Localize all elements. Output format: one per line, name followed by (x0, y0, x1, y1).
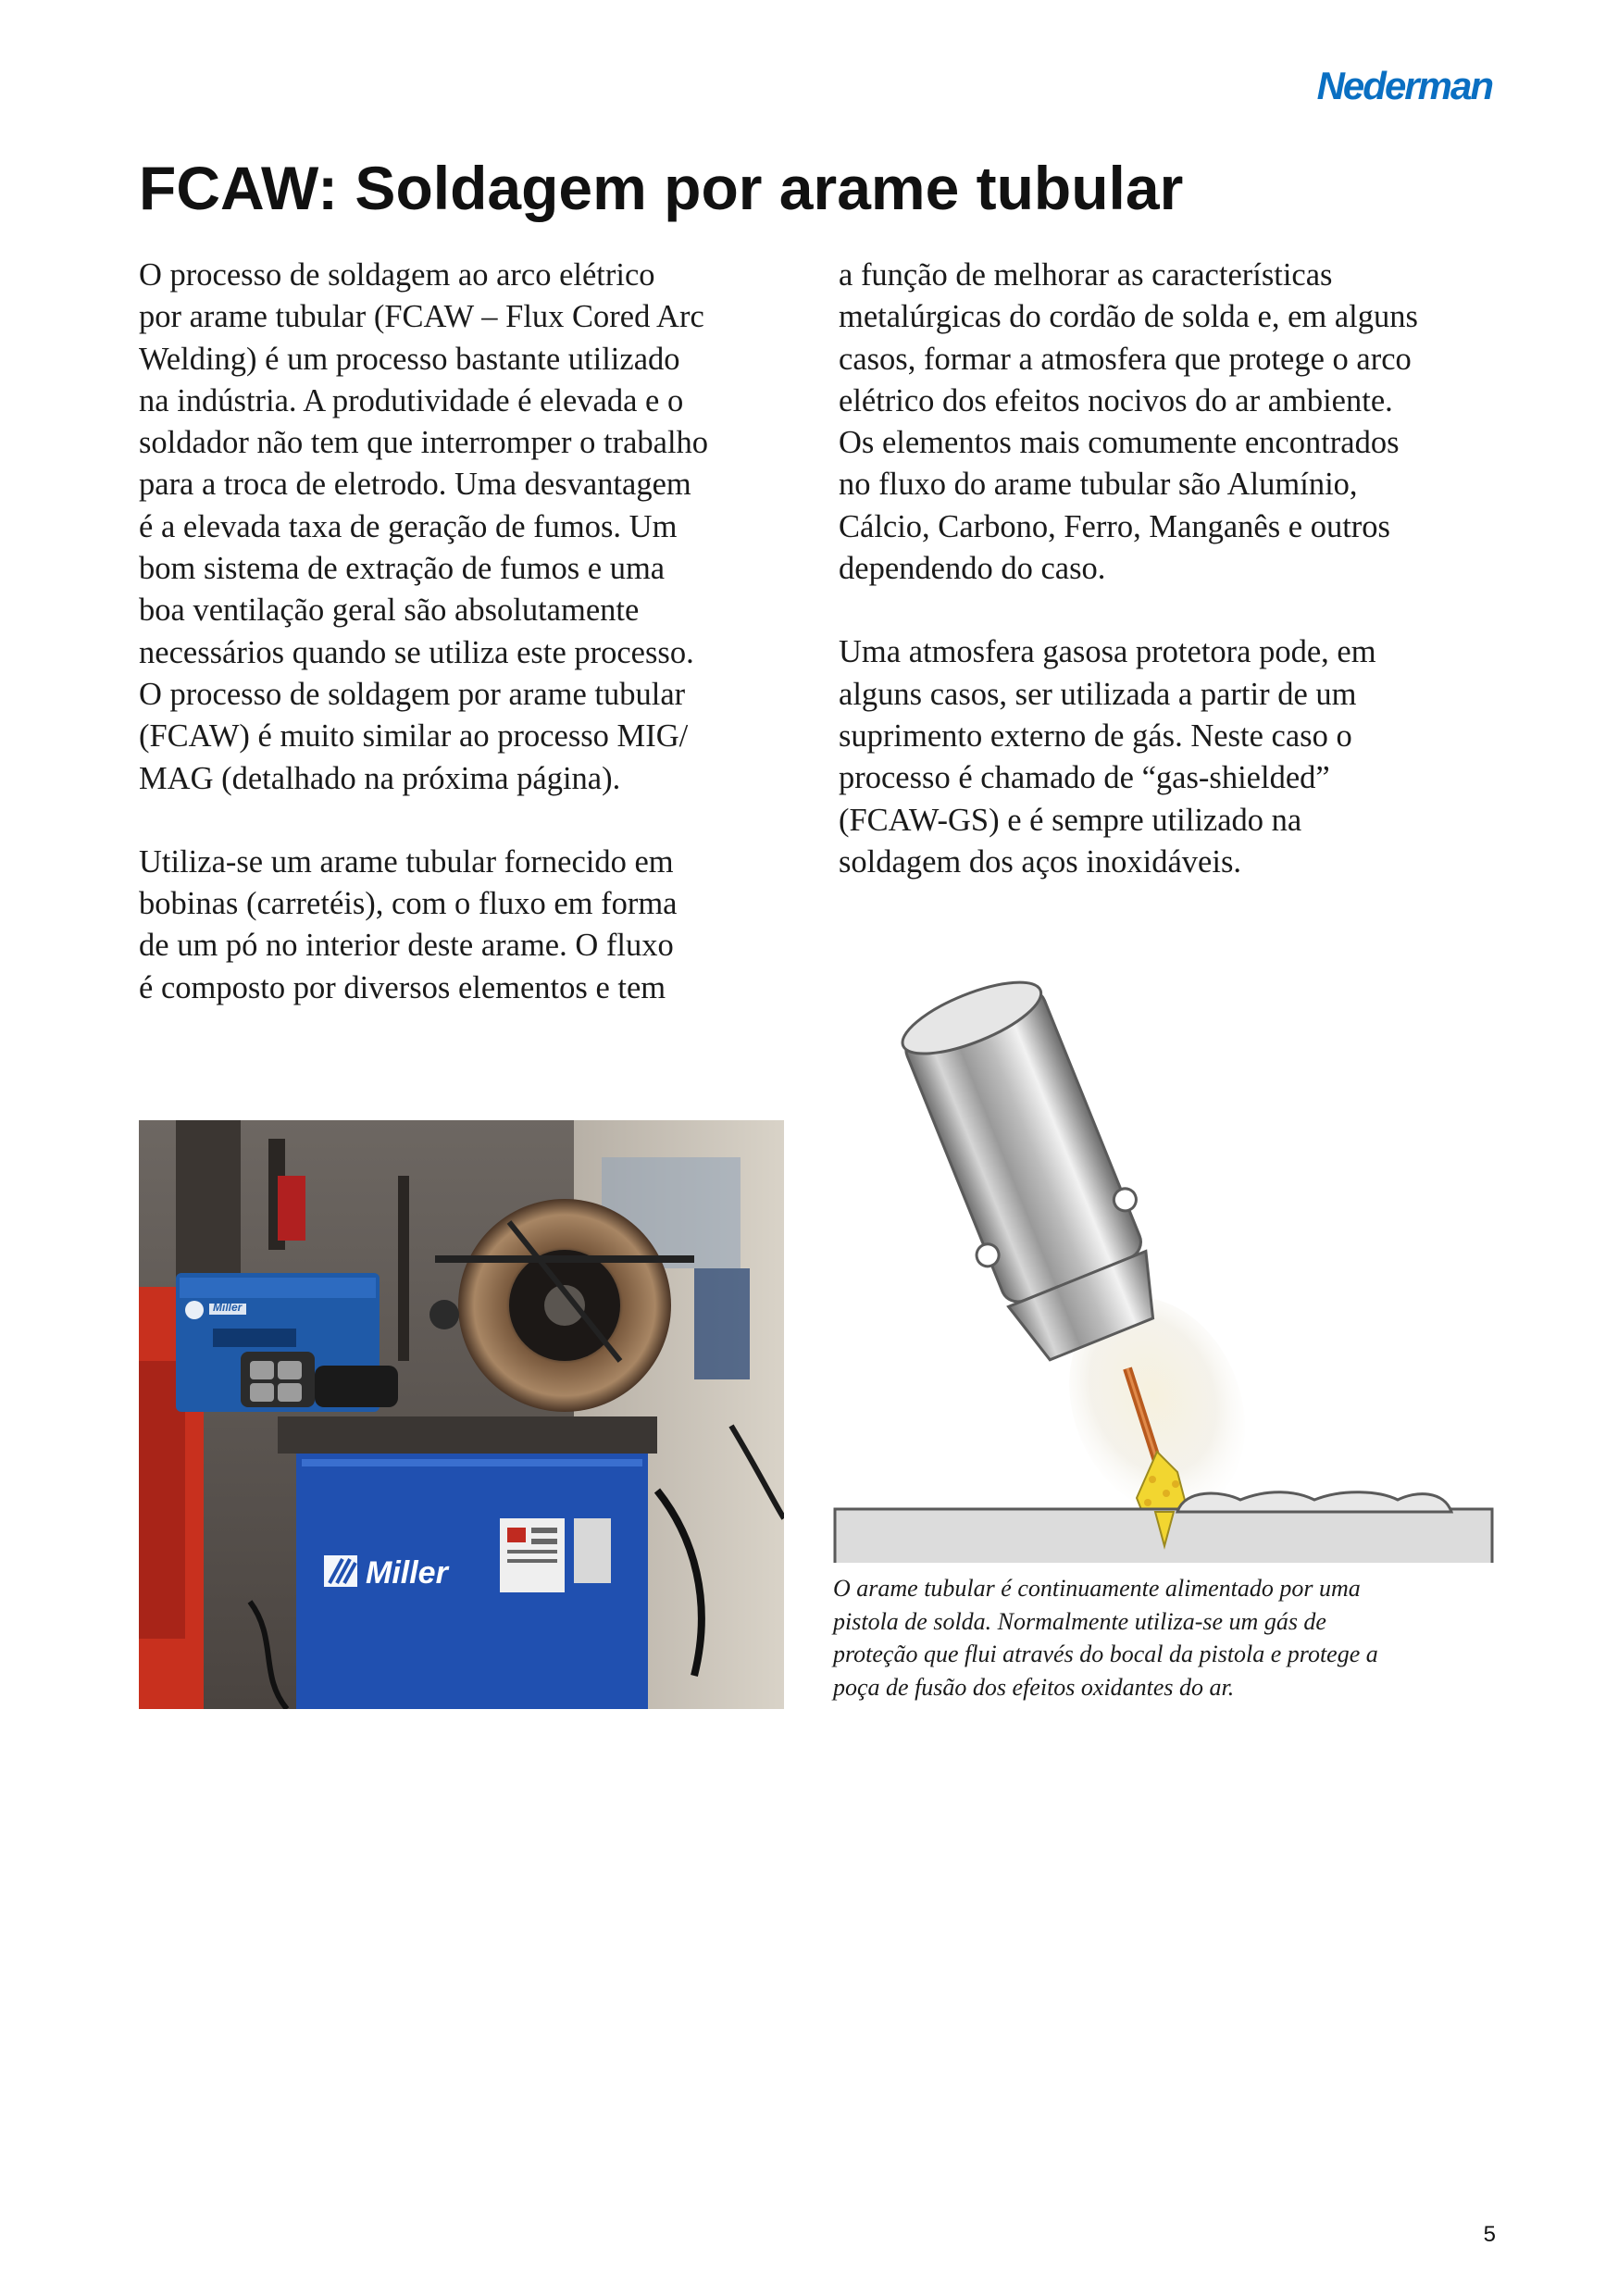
left-paragraph-1 (139, 255, 787, 800)
text-line: a função de melhorar as características (839, 257, 1333, 293)
welding-equipment-photo (139, 1120, 784, 1709)
text-line: soldagem dos aços inoxidáveis. (839, 843, 1242, 880)
text-line: dependendo do caso. (839, 551, 1106, 587)
text-line: no fluxo do arame tubular são Alumínio, (839, 467, 1358, 503)
text-line: Uma atmosfera gasosa protetora pode, em (839, 634, 1376, 670)
text-line: bom sistema de extração de fumos e uma (139, 551, 666, 587)
text-line: O processo de soldagem por arame tubular (139, 676, 686, 712)
text-line: necessários quando se utiliza este processo. (139, 634, 694, 670)
miller-label-top: Miller (213, 1301, 243, 1314)
torch-diagram-svg (833, 961, 1496, 1563)
text-line: (FCAW-GS) e é sempre utilizado na (839, 802, 1302, 838)
text-line: boa ventilação geral são absolutamente (139, 593, 640, 629)
left-paragraph-2 (139, 842, 787, 1009)
text-line: Utiliza-se um arame tubular fornecido em (139, 843, 674, 880)
text-line: por arame tubular (FCAW – Flux Cored Arc (139, 299, 704, 335)
right-paragraph-2 (839, 631, 1505, 883)
fcaw-torch-diagram (833, 961, 1496, 1563)
caption-line: proteção que flui através do bocal da pistola e protege a (833, 1641, 1378, 1667)
text-line: processo é chamado de “gas-shielded” (839, 760, 1330, 796)
caption-line: pistola de solda. Normalmente utiliza-se um gás de (833, 1607, 1326, 1635)
right-column (839, 255, 1505, 925)
diagram-caption (833, 1572, 1500, 1703)
text-line: bobinas (carretéis), com o fluxo em forma (139, 886, 678, 922)
miller-label-front: Miller (366, 1555, 448, 1591)
nederman-logo: Nederman (1316, 64, 1492, 107)
torch-nozzle (884, 964, 1180, 1371)
text-line: Os elementos mais comumente encontrados (839, 425, 1400, 461)
text-line: é composto por diversos elementos e tem (139, 969, 666, 1005)
caption-line: poça de fusão dos efeitos oxidantes do ar. (833, 1673, 1235, 1701)
text-line: na indústria. A produtividade é elevada e o (139, 382, 684, 418)
caption-line: O arame tubular é continuamente alimentado por uma (833, 1575, 1361, 1602)
text-line: de um pó no interior deste arame. O fluxo (139, 928, 674, 964)
welding-equipment-illustration (139, 1120, 784, 1709)
text-line: MAG (detalhado na próxima página). (139, 760, 621, 796)
text-line: suprimento externo de gás. Neste caso o (839, 718, 1352, 754)
text-line: (FCAW) é muito similar ao processo MIG/ (139, 718, 689, 755)
text-line: Cálcio, Carbono, Ferro, Manganês e outros (839, 508, 1390, 544)
text-line: soldador não tem que interromper o trabalho (139, 425, 709, 461)
text-line: casos, formar a atmosfera que protege o arco (839, 341, 1412, 377)
page-title: FCAW: Soldagem por arame tubular (139, 154, 1184, 222)
text-line: elétrico dos efeitos nocivos do ar ambiente. (839, 382, 1393, 418)
text-line: alguns casos, ser utilizada a partir de um (839, 676, 1357, 712)
left-column (139, 255, 787, 1051)
text-line: O processo de soldagem ao arco elétrico (139, 257, 655, 293)
text-line: metalúrgicas do cordão de solda e, em alguns (839, 299, 1418, 335)
weld-bead (1177, 1492, 1451, 1512)
text-line: é a elevada taxa de geração de fumos. Um (139, 508, 678, 544)
text-line: Welding) é um processo bastante utilizado (139, 341, 680, 377)
right-paragraph-1 (839, 255, 1505, 590)
page-number: 5 (1483, 2222, 1496, 2247)
text-line: para a troca de eletrodo. Uma desvantagem (139, 467, 691, 503)
